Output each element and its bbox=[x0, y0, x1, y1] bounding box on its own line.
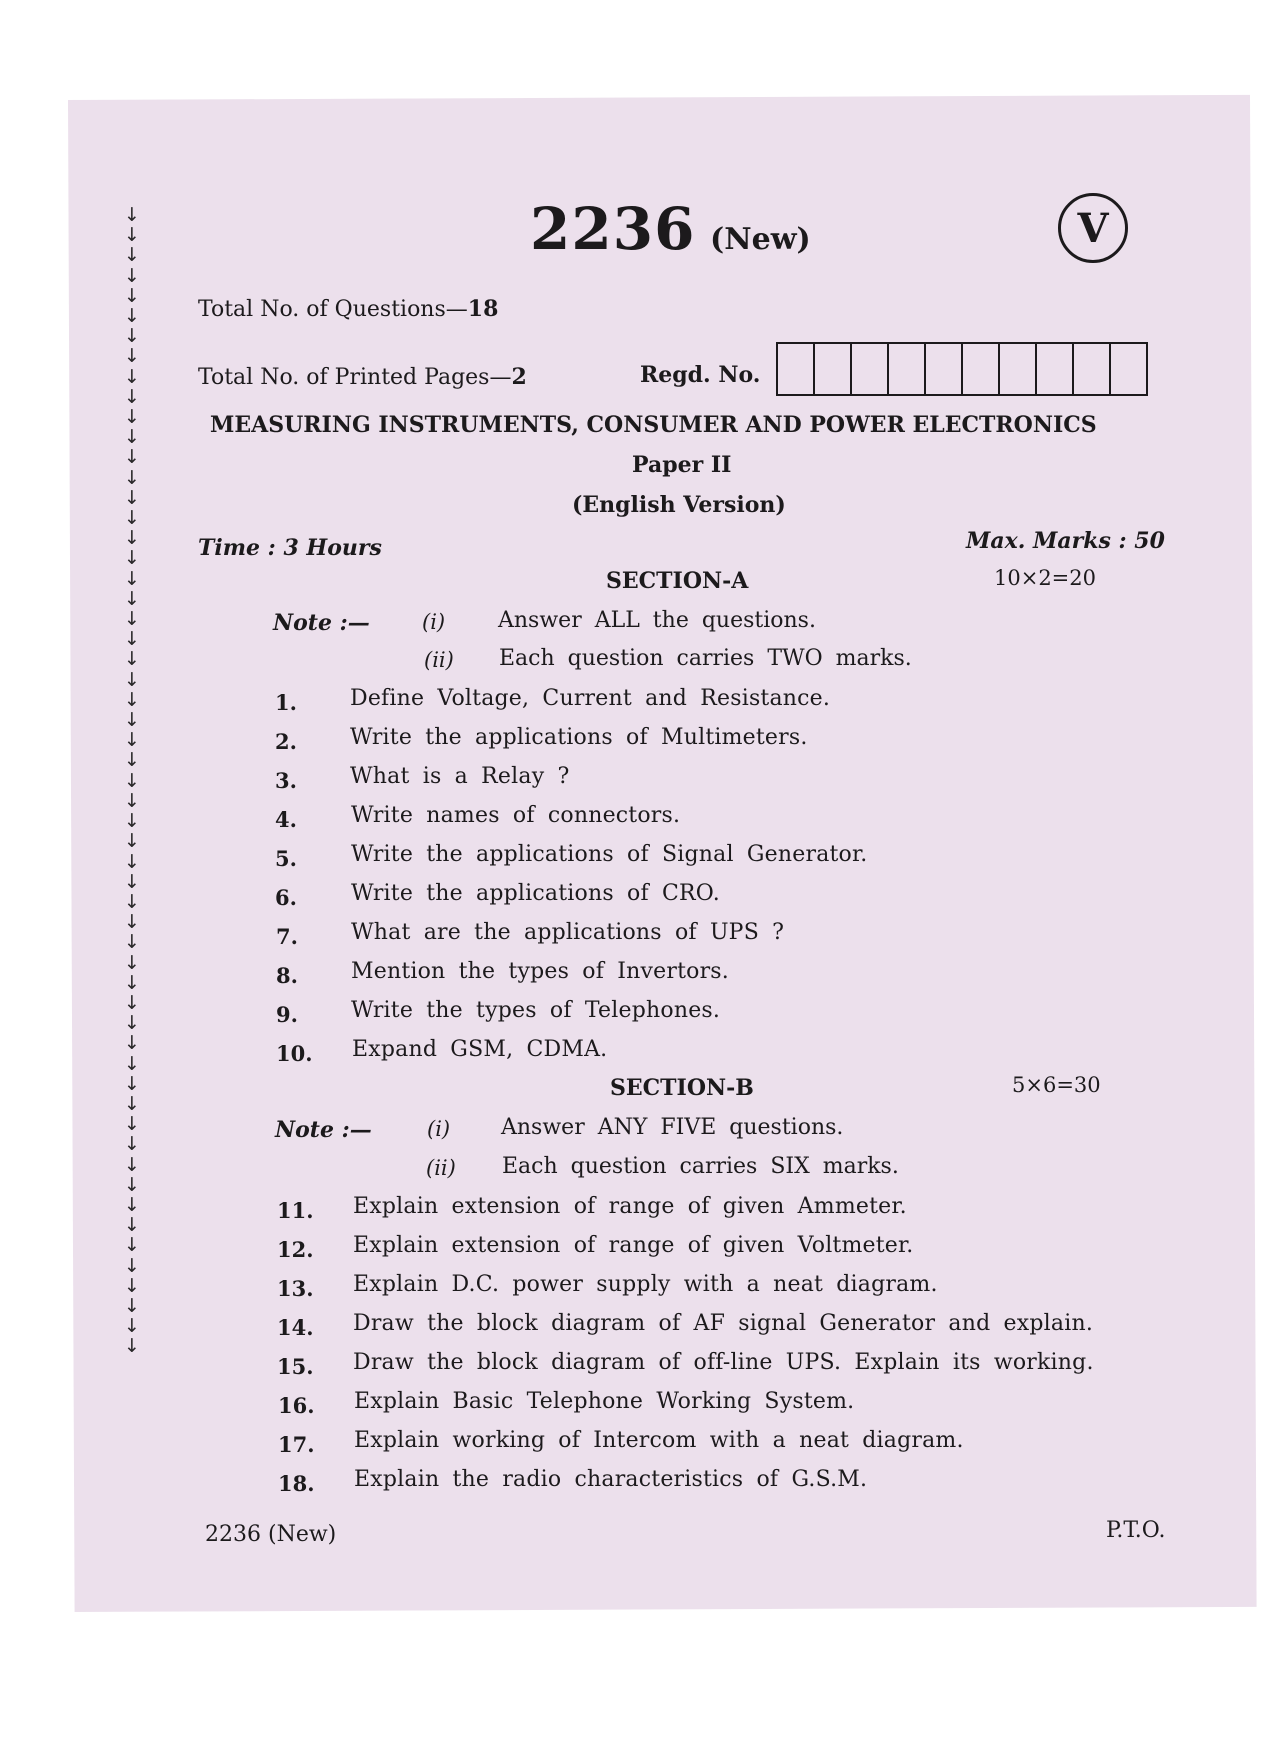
footer-paper-code: 2236 (New) bbox=[205, 1522, 337, 1547]
margin-arrow: ↓ bbox=[124, 1133, 140, 1156]
page-turn-over: P.T.O. bbox=[1106, 1518, 1166, 1543]
margin-arrow: ↓ bbox=[124, 365, 140, 388]
margin-arrow: ↓ bbox=[124, 1032, 140, 1055]
paper-code-suffix: (New) bbox=[710, 222, 811, 257]
section-a-marks: 10×2=20 bbox=[994, 566, 1096, 590]
version-badge-letter: V bbox=[1077, 204, 1109, 252]
margin-arrow: ↓ bbox=[124, 1315, 140, 1338]
section-a-note-num: (i) bbox=[422, 610, 446, 634]
question-text: What is a Relay ? bbox=[350, 764, 570, 789]
margin-arrow: ↓ bbox=[124, 385, 140, 408]
question-number: 6. bbox=[275, 885, 297, 910]
margin-arrow: ↓ bbox=[124, 648, 140, 671]
margin-arrow: ↓ bbox=[124, 264, 140, 287]
question-text: Explain Basic Telephone Working System. bbox=[354, 1389, 855, 1414]
margin-arrow: ↓ bbox=[124, 749, 140, 772]
margin-arrow: ↓ bbox=[124, 1092, 140, 1115]
margin-arrow: ↓ bbox=[124, 870, 140, 893]
margin-arrow: ↓ bbox=[124, 547, 140, 570]
section-b-note-label: Note :— bbox=[275, 1117, 372, 1143]
subject-title: MEASURING INSTRUMENTS, CONSUMER AND POWER ELECTRONICS bbox=[210, 412, 1097, 438]
total-pages bbox=[198, 364, 527, 390]
question-text: Write names of connectors. bbox=[351, 803, 681, 828]
margin-arrow: ↓ bbox=[124, 224, 140, 247]
margin-arrow: ↓ bbox=[124, 951, 140, 974]
margin-arrow: ↓ bbox=[124, 608, 140, 631]
question-text: Explain extension of range of given Ammeter. bbox=[353, 1194, 907, 1219]
question-number: 8. bbox=[276, 963, 298, 988]
total-pages-value: 2 bbox=[511, 364, 527, 390]
margin-arrow: ↓ bbox=[124, 1012, 140, 1035]
margin-arrow: ↓ bbox=[124, 1254, 140, 1277]
margin-arrow: ↓ bbox=[124, 1173, 140, 1196]
language-version: (English Version) bbox=[572, 492, 786, 518]
margin-arrow: ↓ bbox=[124, 628, 140, 651]
question-number: 9. bbox=[276, 1002, 298, 1027]
margin-arrow: ↓ bbox=[124, 1335, 140, 1358]
regd-no-box bbox=[778, 344, 815, 394]
regd-no-box bbox=[815, 344, 852, 394]
question-text: Explain the radio characteristics of G.S.M. bbox=[354, 1467, 868, 1492]
section-b-note-text: Each question carries SIX marks. bbox=[502, 1154, 899, 1179]
question-number: 13. bbox=[277, 1276, 314, 1301]
max-marks: Max. Marks : 50 bbox=[966, 528, 1165, 554]
paper-code: 2236 bbox=[530, 195, 696, 263]
regd-no-boxes bbox=[776, 342, 1148, 396]
margin-arrow: ↓ bbox=[124, 527, 140, 550]
section-a-note-num: (ii) bbox=[424, 648, 454, 672]
question-number: 7. bbox=[276, 924, 298, 949]
question-text: Write the applications of CRO. bbox=[351, 881, 720, 906]
question-text: Write the applications of Signal Generator. bbox=[351, 842, 868, 867]
margin-arrow: ↓ bbox=[124, 1214, 140, 1237]
section-b-marks: 5×6=30 bbox=[1012, 1073, 1101, 1097]
regd-no-box bbox=[852, 344, 889, 394]
margin-arrow: ↓ bbox=[124, 486, 140, 509]
regd-no-box bbox=[926, 344, 963, 394]
margin-arrow: ↓ bbox=[124, 931, 140, 954]
version-badge bbox=[1058, 193, 1128, 263]
paper-number: Paper II bbox=[632, 452, 732, 478]
question-text: Define Voltage, Current and Resistance. bbox=[350, 686, 831, 711]
margin-arrow: ↓ bbox=[124, 850, 140, 873]
margin-arrow: ↓ bbox=[124, 890, 140, 913]
question-text: What are the applications of UPS ? bbox=[351, 920, 785, 945]
question-text: Write the applications of Multimeters. bbox=[350, 725, 808, 750]
question-text: Draw the block diagram of AF signal Generator and explain. bbox=[353, 1311, 1094, 1336]
margin-arrow: ↓ bbox=[124, 466, 140, 489]
section-a-note-text: Answer ALL the questions. bbox=[498, 608, 816, 633]
margin-arrow: ↓ bbox=[124, 244, 140, 267]
margin-arrow: ↓ bbox=[124, 789, 140, 812]
question-text: Draw the block diagram of off-line UPS. Explain its working. bbox=[353, 1350, 1094, 1375]
total-pages-label: Total No. of Printed Pages— bbox=[198, 365, 512, 390]
regd-no-box bbox=[1000, 344, 1037, 394]
margin-arrow: ↓ bbox=[124, 325, 140, 348]
question-number: 18. bbox=[278, 1471, 315, 1496]
question-text: Explain D.C. power supply with a neat diagram. bbox=[353, 1272, 938, 1297]
margin-arrow: ↓ bbox=[124, 1274, 140, 1297]
margin-arrow: ↓ bbox=[124, 587, 140, 610]
margin-arrow: ↓ bbox=[124, 991, 140, 1014]
regd-no-box bbox=[1111, 344, 1146, 394]
question-number: 12. bbox=[277, 1237, 314, 1262]
question-text: Mention the types of Invertors. bbox=[351, 959, 729, 984]
regd-no-box bbox=[1037, 344, 1074, 394]
margin-arrow: ↓ bbox=[124, 406, 140, 429]
section-b-title: SECTION-B bbox=[610, 1075, 754, 1101]
margin-arrow: ↓ bbox=[124, 1072, 140, 1095]
section-a-title: SECTION-A bbox=[606, 568, 749, 594]
margin-arrow: ↓ bbox=[124, 345, 140, 368]
margin-arrow: ↓ bbox=[124, 688, 140, 711]
question-number: 17. bbox=[278, 1432, 315, 1457]
section-a-note-label: Note :— bbox=[273, 610, 370, 636]
question-number: 14. bbox=[277, 1315, 314, 1340]
question-number: 15. bbox=[277, 1354, 314, 1379]
margin-arrow: ↓ bbox=[124, 1234, 140, 1257]
section-b-note-num: (ii) bbox=[426, 1156, 456, 1180]
margin-arrow: ↓ bbox=[124, 729, 140, 752]
question-number: 4. bbox=[275, 807, 297, 832]
margin-arrow: ↓ bbox=[124, 971, 140, 994]
total-questions-label: Total No. of Questions— bbox=[198, 297, 468, 322]
question-text: Write the types of Telephones. bbox=[351, 998, 721, 1023]
margin-arrow: ↓ bbox=[124, 284, 140, 307]
section-a-note-text: Each question carries TWO marks. bbox=[499, 646, 912, 671]
question-number: 3. bbox=[275, 768, 297, 793]
margin-arrow: ↓ bbox=[124, 830, 140, 853]
margin-arrow-column bbox=[117, 205, 147, 1357]
total-questions bbox=[198, 296, 498, 322]
question-number: 2. bbox=[275, 729, 297, 754]
section-b-note-num: (i) bbox=[427, 1117, 451, 1141]
question-text: Explain extension of range of given Voltmeter. bbox=[353, 1233, 914, 1258]
margin-arrow: ↓ bbox=[124, 1153, 140, 1176]
margin-arrow: ↓ bbox=[124, 769, 140, 792]
margin-arrow: ↓ bbox=[124, 426, 140, 449]
margin-arrow: ↓ bbox=[124, 507, 140, 530]
question-number: 16. bbox=[278, 1393, 315, 1418]
question-number: 5. bbox=[275, 846, 297, 871]
margin-arrow: ↓ bbox=[124, 204, 140, 226]
margin-arrow: ↓ bbox=[124, 1052, 140, 1075]
margin-arrow: ↓ bbox=[124, 1294, 140, 1317]
regd-no-label: Regd. No. bbox=[640, 362, 761, 388]
regd-no-box bbox=[963, 344, 1000, 394]
margin-arrow: ↓ bbox=[124, 810, 140, 833]
margin-arrow: ↓ bbox=[124, 1113, 140, 1136]
question-text: Explain working of Intercom with a neat diagram. bbox=[354, 1428, 964, 1453]
question-text: Expand GSM, CDMA. bbox=[352, 1037, 608, 1062]
margin-arrow: ↓ bbox=[124, 446, 140, 469]
total-questions-value: 18 bbox=[467, 296, 499, 322]
margin-arrow: ↓ bbox=[124, 911, 140, 934]
margin-arrow: ↓ bbox=[124, 305, 140, 328]
question-number: 1. bbox=[275, 690, 297, 715]
margin-arrow: ↓ bbox=[124, 709, 140, 732]
margin-arrow: ↓ bbox=[124, 1193, 140, 1216]
regd-no-box bbox=[1074, 344, 1111, 394]
question-number: 11. bbox=[277, 1198, 314, 1223]
question-number: 10. bbox=[276, 1041, 313, 1066]
margin-arrow: ↓ bbox=[124, 668, 140, 691]
exam-time: Time : 3 Hours bbox=[198, 535, 382, 561]
regd-no-box bbox=[889, 344, 926, 394]
margin-arrow: ↓ bbox=[124, 567, 140, 590]
section-b-note-text: Answer ANY FIVE questions. bbox=[501, 1115, 844, 1140]
